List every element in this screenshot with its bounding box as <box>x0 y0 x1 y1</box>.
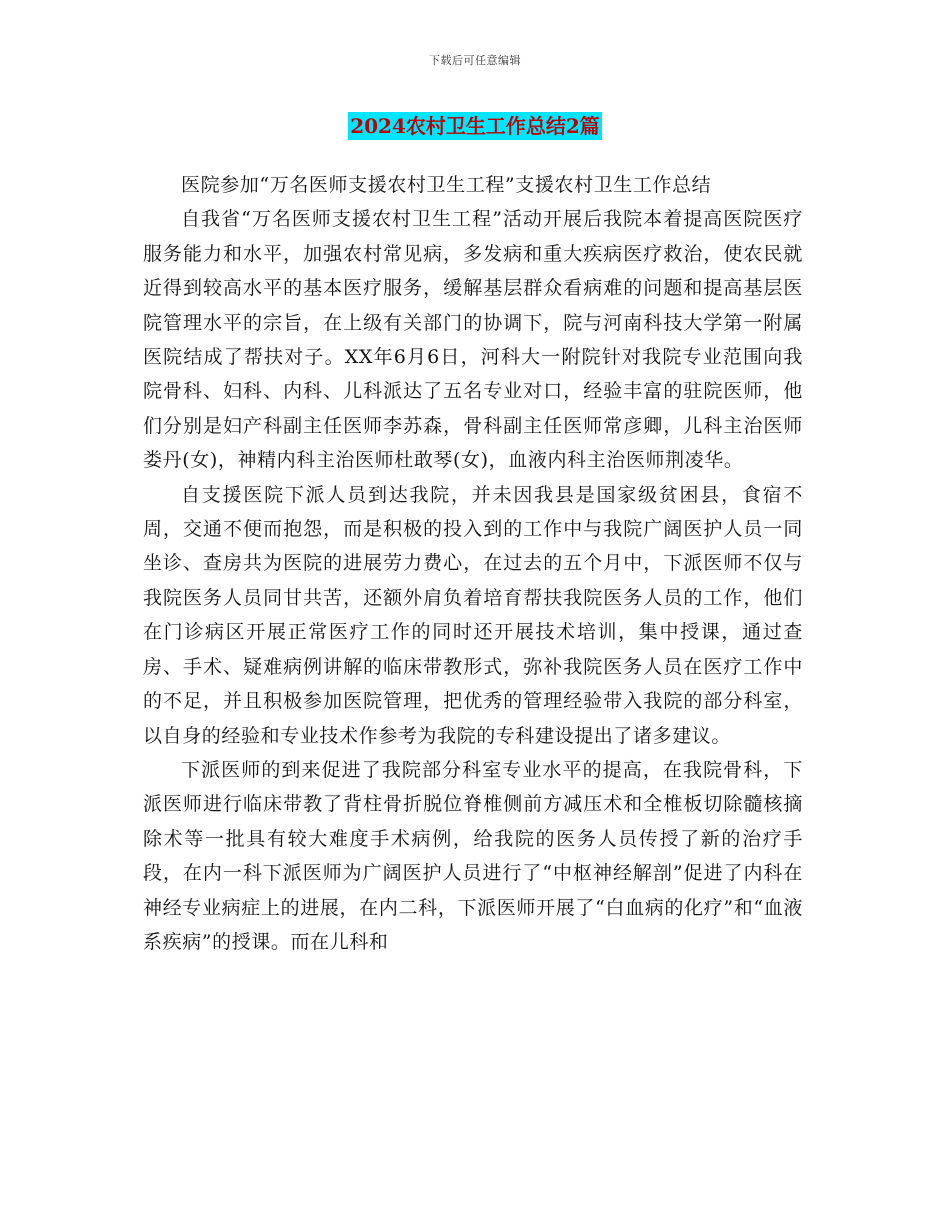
paragraph: 自支援医院下派人员到达我院，并未因我县是国家级贫困县，食宿不周，交通不便而抱怨，而是积极的投入到的工作中与我院广阔医护人员一同坐诊、查房共为医院的进展劳力费心，在过去的五个月中，下派医师不仅与我院医务人员同甘共苦，还额外肩负着培育帮扶我院医务人员的工作，他们在门诊病区开展正常医疗工作的同时还开展技术培训，集中授课，通过查房、手术、疑难病例讲解的临床带教形式，弥补我院医务人员在医疗工作中的不足，并且积极参加医院管理，把优秀的管理经验带入我院的部分科室，以自身的经验和专业技术作参考为我院的专科建设提出了诸多建议。 <box>143 483 803 747</box>
document-title: 2024农村卫生工作总结2篇 <box>350 114 600 138</box>
document-body <box>143 168 803 959</box>
paragraph: 下派医师的到来促进了我院部分科室专业水平的提高，在我院骨科，下派医师进行临床带教了背柱骨折脱位脊椎侧前方减压术和全椎板切除髓核摘除术等一批具有较大难度手术病例，给我院的医务人员传授了新的治疗手段，在内一科下派医师为广阔医护人员进行了“中枢神经解剖”促进了内科在神经专业病症上的进展，在内二科，下派医师开展了“白血病的化疗”和“血液系疾病”的授课。而在儿科和 <box>143 758 803 953</box>
title-container <box>0 112 950 140</box>
paragraph: 自我省“万名医师支援农村卫生工程”活动开展后我院本着提高医院医疗服务能力和水平，加强农村常见病，多发病和重大疾病医疗救治，使农民就近得到较高水平的基本医疗服务，缓解基层群众看病难的问题和提高基层医院管理水平的宗旨，在上级有关部门的协调下，院与河南科技大学第一附属医院结成了帮扶对子。XX年6月6日，河科大一附院针对我院专业范围向我院骨科、妇科、内科、儿科派达了五名专业对口，经验丰富的驻院医师，他们分别是妇产科副主任医师李苏森，骨科副主任医师常彦卿，儿科主治医师娄丹(女)，神精内科主治医师杜敢琴(女)，血液内科主治医师荆凌华。 <box>143 208 803 472</box>
page-header-note: 下载后可任意编辑 <box>429 54 521 67</box>
paragraph-subheading: 医院参加“万名医师支援农村卫生工程”支援农村卫生工作总结 <box>181 174 712 196</box>
